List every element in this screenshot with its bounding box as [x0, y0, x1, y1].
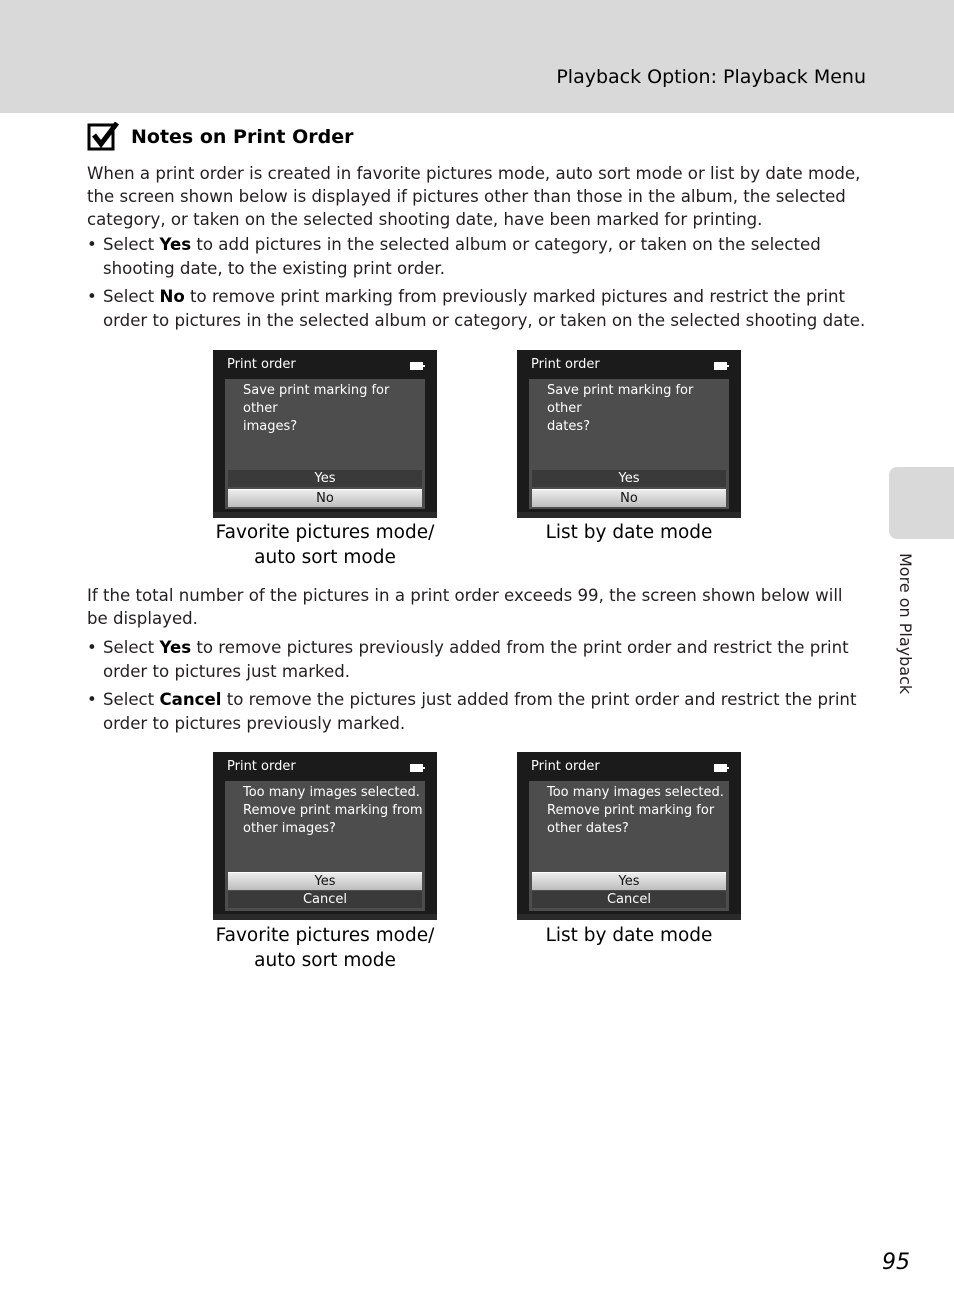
dialog-message: Save print marking for other images?: [243, 383, 390, 434]
battery-icon: [410, 764, 423, 772]
screen-title: Print order: [531, 357, 600, 372]
caption-date-mode: List by date mode: [545, 925, 713, 946]
battery-icon: [714, 362, 727, 370]
screen-bottom-bar: [213, 914, 437, 920]
caption-date-mode: List by date mode: [545, 522, 713, 543]
option-yes: Yes: [228, 470, 422, 487]
screen-title: Print order: [227, 759, 296, 774]
option-cancel: Cancel: [532, 891, 726, 908]
bullet-cancel: • Select Cancel to remove the pictures just added from the print order and restrict the print order to pictures previously marked.: [87, 688, 867, 736]
section-side-tab: [889, 467, 954, 539]
section-side-label: More on Playback: [896, 553, 915, 695]
section2-intro: If the total number of the pictures in a print order exceeds 99, the screen shown below will be displayed.: [87, 586, 843, 628]
caption-favorite-mode: Favorite pictures mode/ auto sort mode: [215, 522, 435, 568]
header-band: [0, 0, 954, 113]
keyword-yes: Yes: [159, 638, 192, 657]
bullet-no-remove: • Select No to remove print marking from previously marked pictures and restrict the print order to pictures in the selected album or category, or taken on the selected shooting date.: [87, 285, 867, 333]
note-title: Notes on Print Order: [131, 126, 354, 148]
camera-screen-favorite-1: [213, 350, 437, 518]
bullet-yes-add: • Select Yes to add pictures in the selected album or category, or taken on the selected shooting date, to the existing print order.: [87, 233, 867, 281]
checkmark-note-icon: [87, 122, 119, 152]
section1-intro: When a print order is created in favorite pictures mode, auto sort mode or list by date mode, the screen shown below is displayed if pictures other than those in the album, the selected category, or taken on the selected shooting date, have been marked for printing.: [87, 164, 861, 229]
option-no-selected: No: [532, 489, 726, 507]
dialog-panel: [225, 379, 425, 509]
dialog-message: Save print marking for other dates?: [547, 383, 694, 434]
battery-icon: [410, 362, 423, 370]
screen-title: Print order: [531, 759, 600, 774]
page-header-title: Playback Option: Playback Menu: [556, 66, 866, 88]
screen-title: Print order: [227, 357, 296, 372]
camera-screen-date-1: [517, 350, 741, 518]
note-heading: [87, 120, 353, 154]
keyword-no: No: [159, 287, 185, 306]
dialog-panel: [529, 379, 729, 509]
screen-bottom-bar: [213, 512, 437, 518]
option-yes: Yes: [532, 470, 726, 487]
keyword-cancel: Cancel: [159, 690, 222, 709]
option-yes-selected: Yes: [532, 872, 726, 890]
dialog-message: Too many images selected. Remove print marking from other images?: [243, 785, 423, 836]
caption-favorite-mode: Favorite pictures mode/ auto sort mode: [215, 925, 435, 971]
keyword-yes: Yes: [159, 235, 192, 254]
battery-icon: [714, 764, 727, 772]
screen-bottom-bar: [517, 914, 741, 920]
option-yes-selected: Yes: [228, 872, 422, 890]
page-number: 95: [882, 1250, 910, 1275]
dialog-message: Too many images selected. Remove print marking for other dates?: [547, 785, 724, 836]
screen-bottom-bar: [517, 512, 741, 518]
dialog-panel: [529, 781, 729, 911]
option-cancel: Cancel: [228, 891, 422, 908]
option-no-selected: No: [228, 489, 422, 507]
camera-screen-date-2: [517, 752, 741, 920]
camera-screen-favorite-2: [213, 752, 437, 920]
bullet-yes-remove: • Select Yes to remove pictures previously added from the print order and restrict the print order to pictures just marked.: [87, 636, 867, 684]
dialog-panel: [225, 781, 425, 911]
